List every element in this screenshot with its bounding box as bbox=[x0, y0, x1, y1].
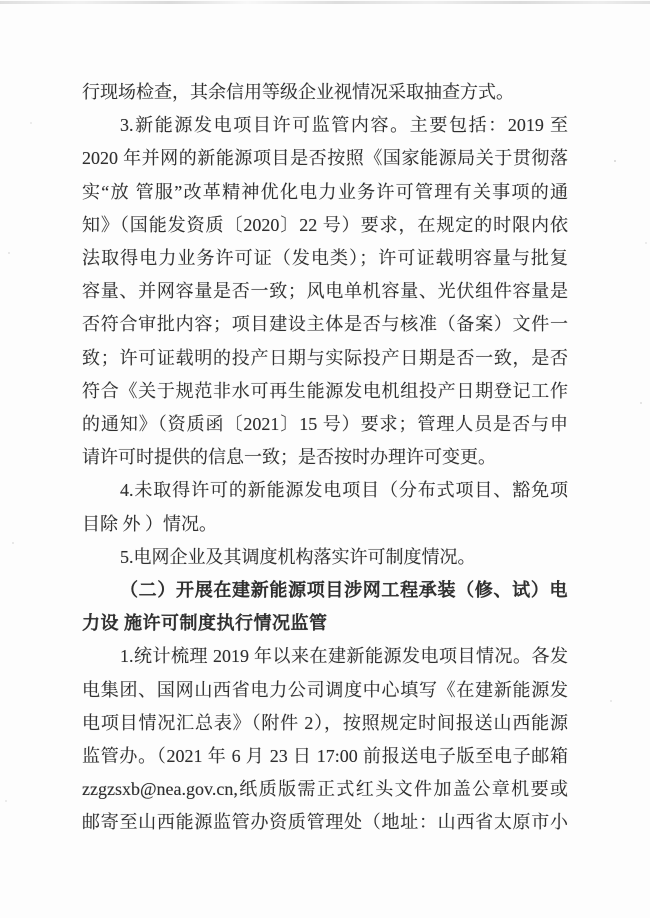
text-line: 行现场检查，其余信用等级企业视情况采取抽查方式。 bbox=[82, 82, 514, 102]
text-line: 4.未取得许可的新能源发电项目（分布式项目、豁免项 bbox=[120, 480, 568, 501]
text-line: 监管办。（2021 年 6 月 23 日 17:00 前报送电子版至电子邮箱 bbox=[82, 746, 568, 767]
text-line: 电项目情况汇总表》（附件 2），按照规定时间报送山西能源 bbox=[82, 712, 568, 733]
text-line: 知》（国能发资质〔2020〕22 号）要求，在规定的时限内依 bbox=[82, 214, 568, 235]
text-line: 电集团、国网山西省电力公司调度中心填写《在建新能源发 bbox=[82, 679, 568, 700]
text-line: 实“放 管服”改革精神优化电力业务许可管理有关事项的通 bbox=[82, 181, 568, 202]
text-line: 邮寄至山西能源监管办资质管理处（地址：山西省太原市小 bbox=[82, 812, 568, 833]
text-line: 的通知》（资质函〔2021〕15 号）要求；管理人员是否与申 bbox=[82, 414, 568, 435]
scan-noise bbox=[0, 0, 2, 2]
text-line: 否符合审批内容；项目建设主体是否与核准（备案）文件一 bbox=[82, 314, 568, 335]
text-line: 目除 外 ）情况。 bbox=[82, 513, 217, 534]
text-line: 5.电网企业及其调度机构落实许可制度情况。 bbox=[120, 546, 476, 567]
text-line: 法取得电力业务许可证（发电类）；许可证载明容量与批复 bbox=[82, 248, 568, 269]
text-line: 2020 年并网的新能源项目是否按照《国家能源局关于贯彻落 bbox=[82, 148, 568, 169]
text-line: 力设 施许可制度执行情况监管 bbox=[82, 613, 328, 634]
text-line: 3.新能源发电项目许可监管内容。主要包括：2019 至 bbox=[120, 115, 568, 136]
text-line: 符合《关于规范非水可再生能源发电机组投产日期登记工作 bbox=[82, 380, 568, 401]
text-line: 致；许可证载明的投产日期与实际投产日期是否一致，是否 bbox=[82, 347, 568, 368]
scan-edge-artifact bbox=[0, 1, 650, 4]
text-line: 请许可时提供的信息一致；是否按时办理许可变更。 bbox=[82, 447, 496, 468]
document-text-block bbox=[82, 76, 568, 840]
text-line: 1.统计梳理 2019 年以来在建新能源发电项目情况。各发 bbox=[120, 646, 568, 667]
text-line: （二）开展在建新能源项目涉网工程承装（修、试）电 bbox=[120, 580, 568, 601]
text-line: zzgzsxb@nea.gov.cn,纸质版需正式红头文件加盖公章机要或 bbox=[82, 779, 568, 800]
text-line: 容量、并网容量是否一致；风电单机容量、光伏组件容量是 bbox=[82, 281, 568, 302]
